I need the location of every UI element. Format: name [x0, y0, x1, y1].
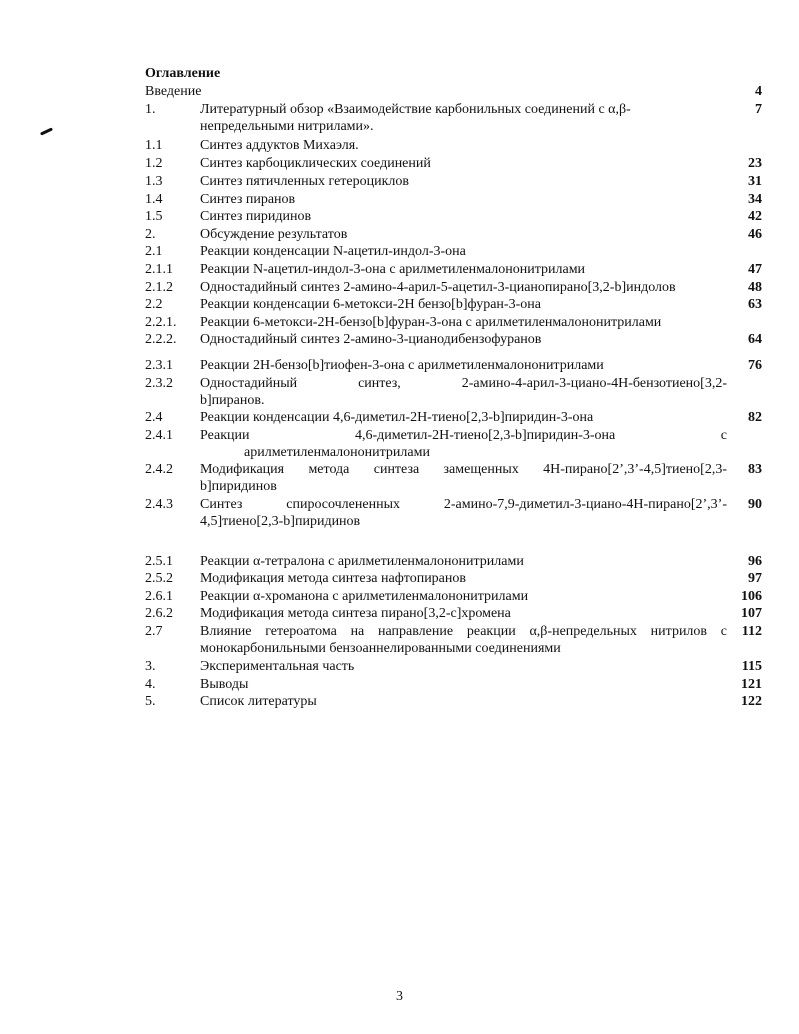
toc-number: 2.6.2 — [145, 606, 173, 621]
toc-page: 4 — [755, 84, 762, 99]
toc-text — [200, 375, 727, 409]
toc-text — [200, 427, 727, 461]
toc-page: 31 — [748, 174, 762, 189]
toc-page: 76 — [748, 358, 762, 373]
toc-text: Реакции N-ацетил-индол-3-она с арилметиленмалононитрилами — [200, 262, 586, 277]
toc-number: 1.2 — [145, 156, 163, 171]
toc-number: 2.4.1 — [145, 428, 173, 443]
toc-number: 2.2.2. — [145, 332, 177, 347]
toc-text — [200, 101, 727, 135]
toc-number: 2. — [145, 227, 156, 242]
toc-text: Реакции α-тетралона с арилметиленмалононитрилами — [200, 554, 524, 569]
toc-text-line1: Синтез спиросочлененных 2-амино-7,9-диметил-3-циано-4H-пирано[2’,3’- — [200, 497, 727, 512]
toc-number: 1. — [145, 102, 156, 117]
toc-number: 2.2.1. — [145, 315, 177, 330]
toc-text-line2: монокарбонильными бензоаннелированными соединениями — [200, 641, 561, 656]
toc-text-line2: арилметиленмалононитрилами — [244, 445, 430, 460]
toc-number: 2.4.3 — [145, 497, 173, 512]
toc-number: 1.3 — [145, 174, 163, 189]
toc-number: 3. — [145, 659, 156, 674]
toc-word: 2-амино-4-арил-3-циано-4H-бензотиено[3,2- — [461, 376, 727, 391]
toc-text: Одностадийный синтез 2-амино-3-цианодибензофуранов — [200, 332, 542, 347]
toc-page: 106 — [741, 589, 762, 604]
toc-word: 4,6-диметил-2H-тиено[2,3-b]пиридин-3-она — [354, 428, 616, 443]
toc-page: 46 — [748, 227, 762, 242]
toc-text: Список литературы — [200, 694, 317, 709]
toc-text-line2: b]пиридинов — [200, 479, 277, 494]
toc-number: 5. — [145, 694, 156, 709]
toc-text: Синтез пятичленных гетероциклов — [200, 174, 410, 189]
toc-text: Реакции 6-метокси-2H-бензо[b]фуран-3-она с арилметиленмалононитрилами — [200, 315, 662, 330]
toc-text: Синтез карбоциклических соединений — [200, 156, 431, 171]
toc-page: 48 — [748, 280, 762, 295]
toc-label: Введение — [145, 84, 202, 99]
toc-number: 2.6.1 — [145, 589, 173, 604]
page-number: 3 — [396, 989, 403, 1004]
toc-page: 34 — [748, 192, 762, 207]
toc-number: 2.1 — [145, 244, 163, 259]
toc-number: 2.5.2 — [145, 571, 173, 586]
toc-number: 1.1 — [145, 138, 163, 153]
toc-page: 23 — [748, 156, 762, 171]
toc-number: 2.7 — [145, 624, 163, 639]
toc-text: Реакции конденсации 4,6-диметил-2H-тиено[2,3-b]пиридин-3-она — [200, 410, 594, 425]
toc-text: Синтез пиридинов — [200, 209, 312, 224]
toc-text: Синтез пиранов — [200, 192, 296, 207]
toc-number: 2.1.2 — [145, 280, 173, 295]
toc-text-line1: Модификация метода синтеза замещенных 4H-пирано[2’,3’-4,5]тиено[2,3- — [200, 462, 727, 477]
toc-word: синтез, — [358, 376, 401, 391]
toc-page: 64 — [748, 332, 762, 347]
toc-text: Одностадийный синтез 2-амино-4-арил-5-ацетил-3-цианопирано[3,2-b]индолов — [200, 280, 676, 295]
toc-word: с — [720, 428, 727, 443]
toc-text: Выводы — [200, 677, 249, 692]
toc-number: 1.4 — [145, 192, 163, 207]
toc-number: 4. — [145, 677, 156, 692]
toc-page: 42 — [748, 209, 762, 224]
pen-mark — [40, 127, 53, 135]
toc-text-line2: 4,5]тиено[2,3-b]пиридинов — [200, 514, 361, 529]
toc-text: Реакции 2H-бензо[b]тиофен-3-она с арилметиленмалононитрилами — [200, 358, 604, 373]
toc-page: 115 — [741, 659, 762, 674]
toc-number: 1.5 — [145, 209, 163, 224]
toc-page: 96 — [748, 554, 762, 569]
toc-text — [200, 461, 727, 495]
toc-text: Модификация метода синтеза пирано[3,2-c]хромена — [200, 606, 511, 621]
toc-text: Экспериментальная часть — [200, 659, 355, 674]
toc-number: 2.4.2 — [145, 462, 173, 477]
toc-title: Оглавление — [145, 66, 221, 81]
toc-text-line2: b]пиранов. — [200, 393, 265, 408]
toc-text-line1: Литературный обзор «Взаимодействие карбонильных соединений с α,β- — [200, 102, 631, 117]
toc-page: 63 — [748, 297, 762, 312]
toc-number: 2.1.1 — [145, 262, 173, 277]
toc-page: 83 — [748, 462, 762, 477]
toc-text: Обсуждение результатов — [200, 227, 348, 242]
toc-text-line1 — [200, 375, 727, 392]
toc-text: Реакции α-хроманона с арилметиленмалононитрилами — [200, 589, 529, 604]
toc-text: Модификация метода синтеза нафтопиранов — [200, 571, 466, 586]
toc-text-line1 — [200, 427, 727, 444]
toc-page: 7 — [755, 102, 762, 117]
toc-page: 112 — [741, 624, 762, 639]
toc-page: 47 — [748, 262, 762, 277]
toc-number: 2.3.1 — [145, 358, 173, 373]
toc-text-line2: непредельными нитрилами». — [200, 119, 374, 134]
toc-word: Одностадийный — [200, 376, 298, 391]
toc-word: Реакции — [200, 428, 250, 443]
toc-number: 2.5.1 — [145, 554, 173, 569]
toc-text-line1: Влияние гетероатома на направление реакции α,β-непредельных нитрилов с — [200, 624, 727, 639]
toc-text: Реакции конденсации N-ацетил-индол-3-она — [200, 244, 466, 259]
toc-number: 2.4 — [145, 410, 163, 425]
toc-page: 82 — [748, 410, 762, 425]
toc-text: Синтез аддуктов Михаэля. — [200, 138, 359, 153]
toc-page: 122 — [741, 694, 762, 709]
toc-text — [200, 623, 727, 657]
toc-number: 2.3.2 — [145, 376, 173, 391]
toc-page: 97 — [748, 571, 762, 586]
toc-page: 121 — [741, 677, 762, 692]
toc-page: 107 — [741, 606, 762, 621]
toc-text: Реакции конденсации 6-метокси-2H бензо[b]фуран-3-она — [200, 297, 541, 312]
toc-page: 90 — [748, 497, 762, 512]
toc-number: 2.2 — [145, 297, 163, 312]
toc-text — [200, 496, 727, 530]
